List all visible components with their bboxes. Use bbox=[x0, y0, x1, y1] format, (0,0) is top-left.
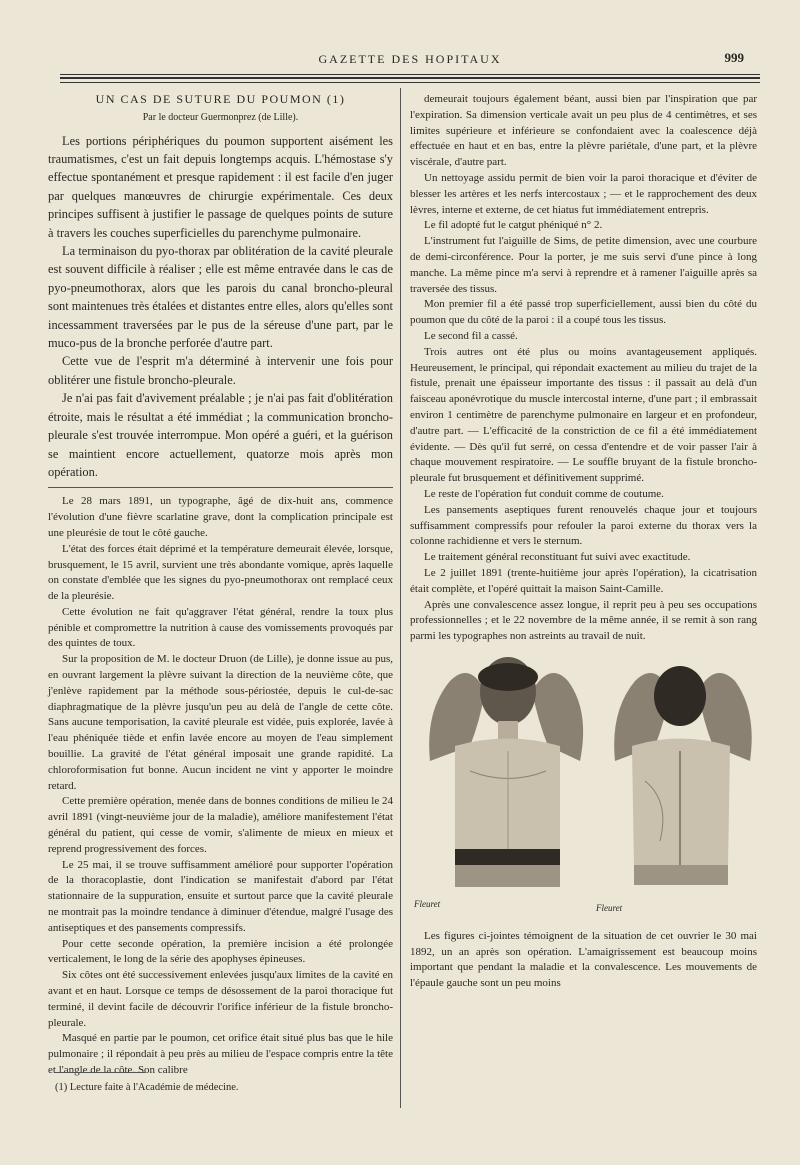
section-separator bbox=[48, 487, 393, 488]
journal-title: GAZETTE DES HOPITAUX bbox=[318, 52, 502, 66]
footnote-rule bbox=[55, 1072, 145, 1073]
operation-section bbox=[410, 92, 757, 645]
intro-section bbox=[48, 132, 393, 482]
paragraph: Le reste de l'opération fut conduit comme de coutume. bbox=[424, 487, 664, 500]
paragraph: L'instrument fut l'aiguille de Sims, de petite dimension, avec une courbure de demi-circonférence. Pour la porter, je me suis servi d'une pince à long manche. La même pince m'a servi à reprendre et à ramener l'aiguille après sa traversée des tissus. bbox=[410, 235, 757, 295]
header-rule bbox=[60, 74, 760, 75]
article-title: UN CAS DE SUTURE DU POUMON (1) bbox=[95, 92, 346, 106]
back-view-figure bbox=[614, 666, 752, 885]
paragraph: L'état des forces était déprimé et la température demeurait élevée, lorsque, brusquement, le 15 avril, survient une très abondante vomique, après laquelle on constate d'emblée que les signes du pyo-pneumothorax ont remplacé ceux de la pleurésie. bbox=[48, 542, 393, 603]
paragraph: Cette vue de l'esprit m'a déterminé à intervenir une fois pour oblitérer une fistule broncho-pleurale. bbox=[48, 354, 393, 387]
paragraph: Les figures ci-jointes témoignent de la situation de cet ouvrier le 30 mai 1892, un an après son opération. L'amaigrissement est beaucoup moins important que pendant la maladie et la convalescence. Les mouvements de l'épaule gauche sont un peu moins bbox=[410, 929, 757, 990]
byline: Par le docteur Guermonprez (de Lille). bbox=[142, 111, 299, 123]
paragraph: demeurait toujours également béant, aussi bien par l'inspiration que par l'expiration. Sa dimension verticale avait un peu plus de 4 centimètres, et ses limites supérieure et inférieure se confondaient avec la coalescence déjà effectuée en haut et en bas, entre la plèvre pariétale, d'une part, et la plèvre viscérale, d'autre part. bbox=[410, 93, 757, 169]
paragraph: Pour cette seconde opération, la première incision a été prolongée verticalement, le long de la série des apophyses épineuses. bbox=[48, 937, 393, 966]
patient-figure bbox=[410, 651, 757, 921]
paragraph: La terminaison du pyo-thorax par oblitération de la cavité pleurale est souvent difficile à réaliser ; elle est même entravée dans le cas de pyo-pneumothorax, alors que les parois du canal broncho-pleural sont maintenues très étalées et distantes entre elles, alors qu'elles sont incessamment traversées par le pus de la séreuse d'une part, par le muco-pus de la bronche perforée d'autre part. bbox=[48, 244, 393, 351]
left-column bbox=[48, 92, 393, 1079]
paragraph: Je n'ai pas fait d'avivement préalable ; je n'ai pas fait d'oblitération étroite, mais le résultat a été immédiat ; la communication broncho-pleurale s'est trouvée interrompue. Mon opéré a guéri, et la guérison se maintient encore actuellement, quatorze mois après mon opération. bbox=[48, 391, 393, 479]
engraver-signature-left: Fleuret bbox=[414, 898, 441, 909]
right-column bbox=[410, 92, 757, 992]
engraver-signature-right: Fleuret bbox=[596, 902, 623, 913]
masthead bbox=[60, 48, 760, 72]
paragraph: Six côtes ont été successivement enlevées jusqu'aux limites de la cavité en avant et en haut. Lorsque ce temps de désossement de la paroi thoracique fut terminé, il devint facile de découvrir l'orifice inférieur de la fistule broncho-pleurale. bbox=[48, 969, 393, 1029]
column-divider bbox=[400, 88, 401, 1108]
front-view-figure bbox=[429, 657, 583, 887]
header-double-rule bbox=[60, 77, 760, 79]
page-number: 999 bbox=[724, 50, 744, 65]
patient-engraving bbox=[410, 651, 757, 921]
paragraph: Trois autres ont été plus ou moins avantageusement appliqués. Heureusement, le principal, qui répondait exactement au milieu du trajet de la fistule, prenait une épaisseur importante des tissus : il passait au delà d'un faisceau aponévrotique du muscle intercostal interne, d'une part ; il embrassait environ 1 centimètre de parenchyme pulmonaire en largeur et en profondeur, d'autre part. — L'efficacité de la constriction de ce fil a été immédiatement évidente. — Dès qu'il fut serré, on cessa d'entendre et de voir passer l'air à chaque mouvement respiratoire. — Le souffle bruyant de la fistule broncho-pleurale fut brusquement et définitivement supprimé. bbox=[410, 345, 757, 485]
header-thin-rule bbox=[60, 82, 760, 83]
figure-commentary bbox=[410, 929, 757, 992]
footnote: (1) Lecture faite à l'Académie de médecine. bbox=[55, 1082, 239, 1093]
paragraph: Cette évolution ne fait qu'aggraver l'état général, rendre la toux plus pénible et compromettre la nutrition à cause des vomissements provoqués par des quintes de toux. bbox=[48, 605, 393, 650]
paragraph: Cette première opération, menée dans de bonnes conditions de milieu le 24 avril 1891 (vingt-neuvième jour de la maladie), améliore manifestement l'état général du patient, qui cesse de vomir, s'alimente de mieux en mieux et reprend progressivement des forces. bbox=[48, 795, 393, 855]
paragraph: Le second fil a cassé. bbox=[424, 329, 518, 342]
case-report-section bbox=[48, 494, 393, 1078]
paragraph: Le fil adopté fut le catgut phéniqué n° 2. bbox=[424, 219, 603, 232]
paragraph: Après une convalescence assez longue, il reprit peu à peu ses occupations professionnelles ; et le 22 novembre de la même année, il se remit à son rang parmi les typographes non astreints au travail de nuit. bbox=[410, 598, 757, 643]
paragraph: Sur la proposition de M. le docteur Druon (de Lille), je donne issue au pus, en ouvrant largement la plèvre suivant la direction de la neuvième côte, que j'enlève rapidement par la méthode sous-périostée, depuis le cul-de-sac diaphragmatique de la plèvre jusqu'un peu au delà de l'angle de cette côte. Sans aucune temporisation, la cavité pleurale est vidée, puis explorée, lavée à l'eau phéniquée tiède et enfin lavée encore au moyen de l'eau simplement bouillie. La gravité de l'état général imposait une grande rapidité. La chloroformisation fut bonne. Aucun incident ne vint y apporter le moindre retard. bbox=[48, 653, 393, 792]
paragraph: Le 25 mai, il se trouve suffisamment amélioré pour supporter l'opération de la thoracoplastie, dont l'indication se manifestait d'abord par l'état stationnaire de la suppuration, ensuite et surtout parce que la cavité pleurale ne montrait pas la moindre tendance à diminuer d'étendue, malgré l'usage des antiseptiques et des pansements compressifs. bbox=[48, 858, 393, 934]
paragraph: Masqué en partie par le poumon, cet orifice était situé plus bas que le hile pulmonaire ; il répondait à peu près au milieu de l'espace compris entre la tête et l'angle de la côte. Son calibre bbox=[48, 1032, 393, 1076]
paragraph: Le 28 mars 1891, un typographe, âgé de dix-huit ans, commence l'évolution d'une fièvre scarlatine grave, dont la complication principale est une pleurésie de tout le côté gauche. bbox=[48, 495, 393, 539]
paragraph: Un nettoyage assidu permit de bien voir la paroi thoracique et d'éviter de blesser les artères et les nerfs intercostaux ; — et le rapprochement des deux lèvres, interne et externe, de cet hiatus fut immédiatement entrepris. bbox=[410, 171, 757, 216]
paragraph: Le 2 juillet 1891 (trente-huitième jour après l'opération), la cicatrisation était complète, et l'opéré quittait la maison Saint-Camille. bbox=[410, 566, 757, 595]
paragraph: Les pansements aseptiques furent renouvelés chaque jour et toujours suffisamment compressifs pour refouler la paroi externe du thorax vers la colonne rachidienne et vers le sternum. bbox=[410, 503, 757, 548]
paragraph: Mon premier fil a été passé trop superficiellement, aussi bien du côté du poumon que du côté de la paroi : il a coupé tous les tissus. bbox=[410, 298, 757, 327]
paragraph: Les portions périphériques du poumon supportent aisément les traumatismes, c'est un fait depuis longtemps acquis. L'hémostase s'y effectue spontanément et presque rapidement : il est facile d'en juger par quelques manœuvres de chirurgie expérimentale. Ces deux principes suffisent à justifier le passage de quelques points de suture à travers les couches superficielles du parenchyme pulmonaire. bbox=[48, 133, 393, 240]
paragraph: Le traitement général reconstituant fut suivi avec exactitude. bbox=[424, 551, 691, 564]
